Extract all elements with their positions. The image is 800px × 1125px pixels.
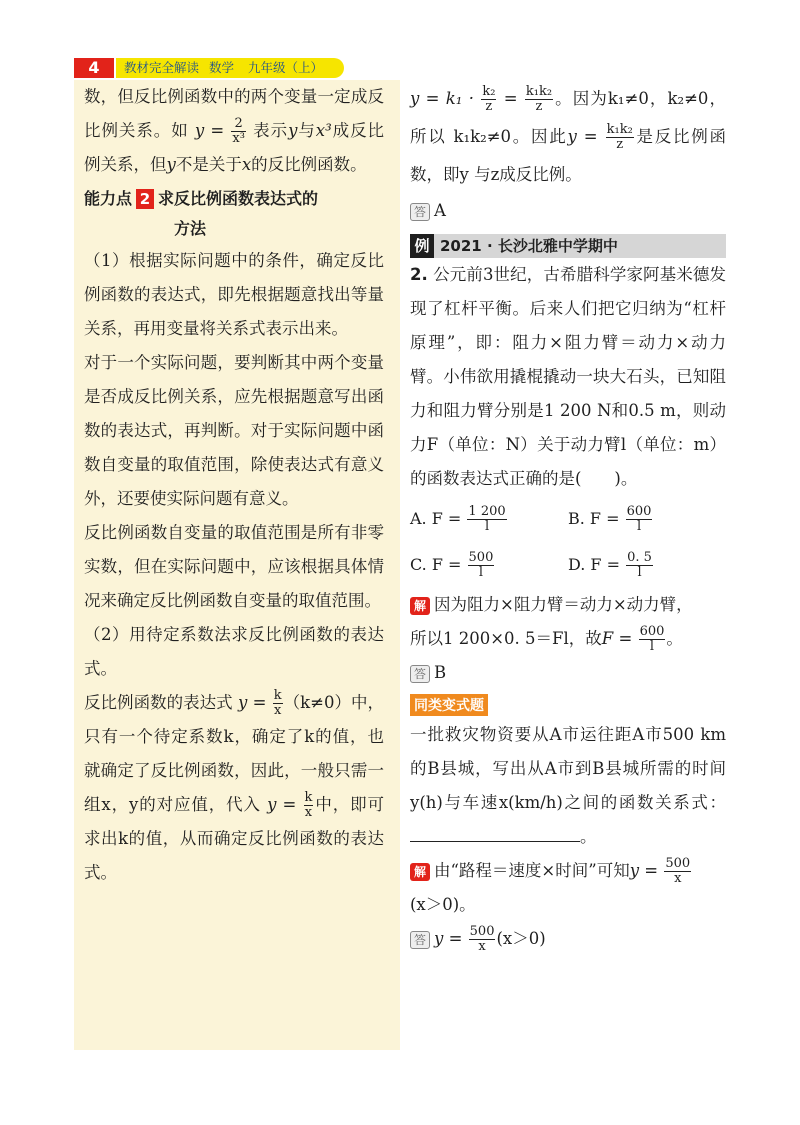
text: 数，但反比例函数中的两个变量一定成反比例关系。如 xyxy=(84,87,384,140)
numerator: k₁k₂ xyxy=(606,122,633,137)
text: 所以1 200×0. 5＝Fl，故 xyxy=(410,629,602,648)
choice-c[interactable] xyxy=(410,551,568,580)
choice-row xyxy=(410,542,726,588)
text: 一批救灾物资要从A市运往距A市500 km的B县城，写出从A市到B县城所需的时间y(h)与车速x(km/h)之间的函数关系式： xyxy=(410,725,726,812)
book-title: 教材完全解读 xyxy=(124,60,200,75)
choice-label: A. F = xyxy=(410,508,462,528)
fraction xyxy=(525,85,553,114)
equation: y = xyxy=(434,929,463,948)
solution-icon: 解 xyxy=(410,597,430,615)
choice-a[interactable] xyxy=(410,505,568,534)
var: x³ xyxy=(315,121,332,140)
answer-1 xyxy=(410,194,726,228)
denominator: x xyxy=(273,703,282,718)
numerator: 500 xyxy=(468,549,494,565)
paragraph-3: 反比例函数自变量的取值范围是所有非零实数，但在实际问题中，应该根据具体情况来确定反比例函数自变量的取值范围。 xyxy=(84,523,384,610)
denominator: z xyxy=(485,99,493,114)
paragraph-5 xyxy=(84,686,384,890)
text: (x＞0)。 xyxy=(410,895,476,914)
choice-d[interactable] xyxy=(568,551,726,580)
denominator: l xyxy=(636,518,642,534)
equation: F = xyxy=(601,629,633,648)
solution-icon: 解 xyxy=(410,863,430,881)
text: 反比例函数的表达式 xyxy=(84,693,233,712)
fraction xyxy=(273,689,283,718)
fraction xyxy=(467,505,506,534)
right-column xyxy=(410,80,726,956)
paragraph-1: （1）根据实际问题中的条件，确定反比例函数的表达式，即先根据题意找出等量关系，再用变量将关系式表示出来。 xyxy=(84,251,384,338)
answer-3 xyxy=(410,922,726,956)
answer-icon: 答 xyxy=(410,665,430,683)
header-bar xyxy=(116,58,344,78)
answer-value: B xyxy=(434,663,447,682)
denominator: l xyxy=(478,564,484,580)
equation: y = k₁ · xyxy=(410,89,474,108)
subject-label: 数学 xyxy=(209,60,235,75)
text: 成反比例关系，但 xyxy=(84,121,385,174)
text: 由“路程＝速度×时间”可知 xyxy=(434,861,630,880)
choice-label: D. F = xyxy=(568,554,621,574)
fraction xyxy=(664,857,691,886)
numerator: 500 xyxy=(665,856,691,871)
page-header xyxy=(74,58,344,78)
text: （k≠0）中，只有一个待定系数k，确定了k的值，也就确定了反比例函数，因此，一般只需一组x，y的对应值，代入 xyxy=(84,693,385,814)
left-column xyxy=(74,80,400,1050)
question-number: 2. xyxy=(410,265,428,284)
numerator: k₁k₂ xyxy=(525,84,553,99)
fraction xyxy=(468,551,495,580)
numerator: k xyxy=(304,790,313,805)
equation: y = xyxy=(267,795,297,814)
denominator: x³ xyxy=(232,131,245,146)
numerator: 0. 5 xyxy=(627,549,652,565)
denominator: z xyxy=(616,137,624,152)
equation: y = xyxy=(194,121,225,140)
denominator: x xyxy=(674,871,682,886)
text: 与z成反比例。 xyxy=(474,165,582,184)
answer-icon: 答 xyxy=(410,203,430,221)
answer-blank[interactable] xyxy=(410,823,580,842)
fraction xyxy=(469,925,496,954)
numerator: 1 200 xyxy=(468,503,506,519)
fraction xyxy=(231,117,246,146)
text: = xyxy=(503,89,518,108)
numerator: 500 xyxy=(469,924,495,939)
fraction xyxy=(606,123,634,152)
var: y xyxy=(288,121,298,140)
denominator: l xyxy=(484,518,490,534)
solution-continued xyxy=(410,80,726,194)
numerator: 600 xyxy=(639,624,665,639)
fraction xyxy=(626,505,653,534)
paragraph-intro xyxy=(84,80,384,182)
example-bar xyxy=(410,234,726,258)
fraction xyxy=(481,85,496,114)
numerator: 600 xyxy=(626,503,652,519)
example-label: 例 xyxy=(410,234,434,258)
paragraph-2: 对于一个实际问题，要判断其中两个变量是否成反比例关系，应先根据题意写出函数的表达式，再判断。对于实际问题中函数自变量的取值范围，除使表达式有意义外，还要使实际问题有意义。 xyxy=(84,353,384,508)
example-source: 2021 · 长沙北雅中学期中 xyxy=(440,237,618,255)
question-text: 公元前3世纪，古希腊科学家阿基米德发现了杠杆平衡。后来人们把它归纳为“杠杆原理”，即：阻力×阻力臂＝动力×动力臂。小伟欲用撬棍撬动一块大石头，已知阻力和阻力臂分别是1 200 N和0.5 m，则动力F（单位：N）关于动力臂l（单位：m）的函数表达式正确的是( )。 xyxy=(410,265,726,488)
text: 中，即可求出k的值，从而确定反比例函数的表达式。 xyxy=(84,795,384,882)
paragraph-4: （2）用待定系数法求反比例函数的表达式。 xyxy=(84,625,384,678)
text: 与 xyxy=(297,121,316,140)
equation: y = xyxy=(237,693,267,712)
ability-heading xyxy=(84,184,384,244)
var: y xyxy=(166,155,176,174)
text: 因为阻力×阻力臂＝动力×动力臂， xyxy=(434,595,693,614)
ability-number-badge: 2 xyxy=(136,189,154,209)
text: 表示 xyxy=(253,121,289,140)
numerator: 2 xyxy=(231,117,246,132)
choice-label: C. F = xyxy=(410,554,462,574)
ability-label: 能力点 xyxy=(84,189,133,208)
ability-title-line2: 方法 xyxy=(174,219,207,238)
denominator: x xyxy=(304,805,313,820)
choice-label: B. F = xyxy=(568,508,620,528)
answer-icon: 答 xyxy=(410,931,430,949)
choice-row xyxy=(410,496,726,542)
answer-value: A xyxy=(434,201,446,220)
denominator: l xyxy=(649,639,655,654)
ability-title: 求反比例函数表达式的 xyxy=(158,189,319,208)
denominator: z xyxy=(535,99,543,114)
equation: y = xyxy=(629,861,659,880)
equation: y = xyxy=(567,127,598,146)
variant-solution xyxy=(410,854,726,922)
variant-question xyxy=(410,718,726,854)
text: k₁k₂≠0。因此 xyxy=(453,127,568,146)
numerator: k xyxy=(273,688,282,703)
text: 的反比例函数。 xyxy=(251,155,367,174)
choices xyxy=(410,496,726,588)
question-2 xyxy=(410,258,726,496)
fraction xyxy=(304,791,314,820)
text: 。因为k₁≠0，k₂≠0，所以 xyxy=(410,89,726,146)
solution-2 xyxy=(410,588,726,656)
denominator: x xyxy=(478,939,486,954)
text: 。 xyxy=(580,827,597,846)
page-number: 4 xyxy=(74,58,114,78)
var: x xyxy=(241,155,252,174)
choice-b[interactable] xyxy=(568,505,726,534)
fraction xyxy=(626,551,653,580)
variant-label: 同类变式题 xyxy=(410,694,488,716)
answer-2 xyxy=(410,656,726,690)
grade-label: 九年级（上） xyxy=(248,60,324,75)
fraction xyxy=(639,625,666,654)
numerator: k₂ xyxy=(482,84,496,99)
denominator: l xyxy=(637,564,642,580)
text: 。 xyxy=(666,629,683,648)
text: (x＞0) xyxy=(496,929,546,948)
text: 是反比例函数，即y xyxy=(410,127,726,184)
text: 不是关于 xyxy=(175,155,242,174)
